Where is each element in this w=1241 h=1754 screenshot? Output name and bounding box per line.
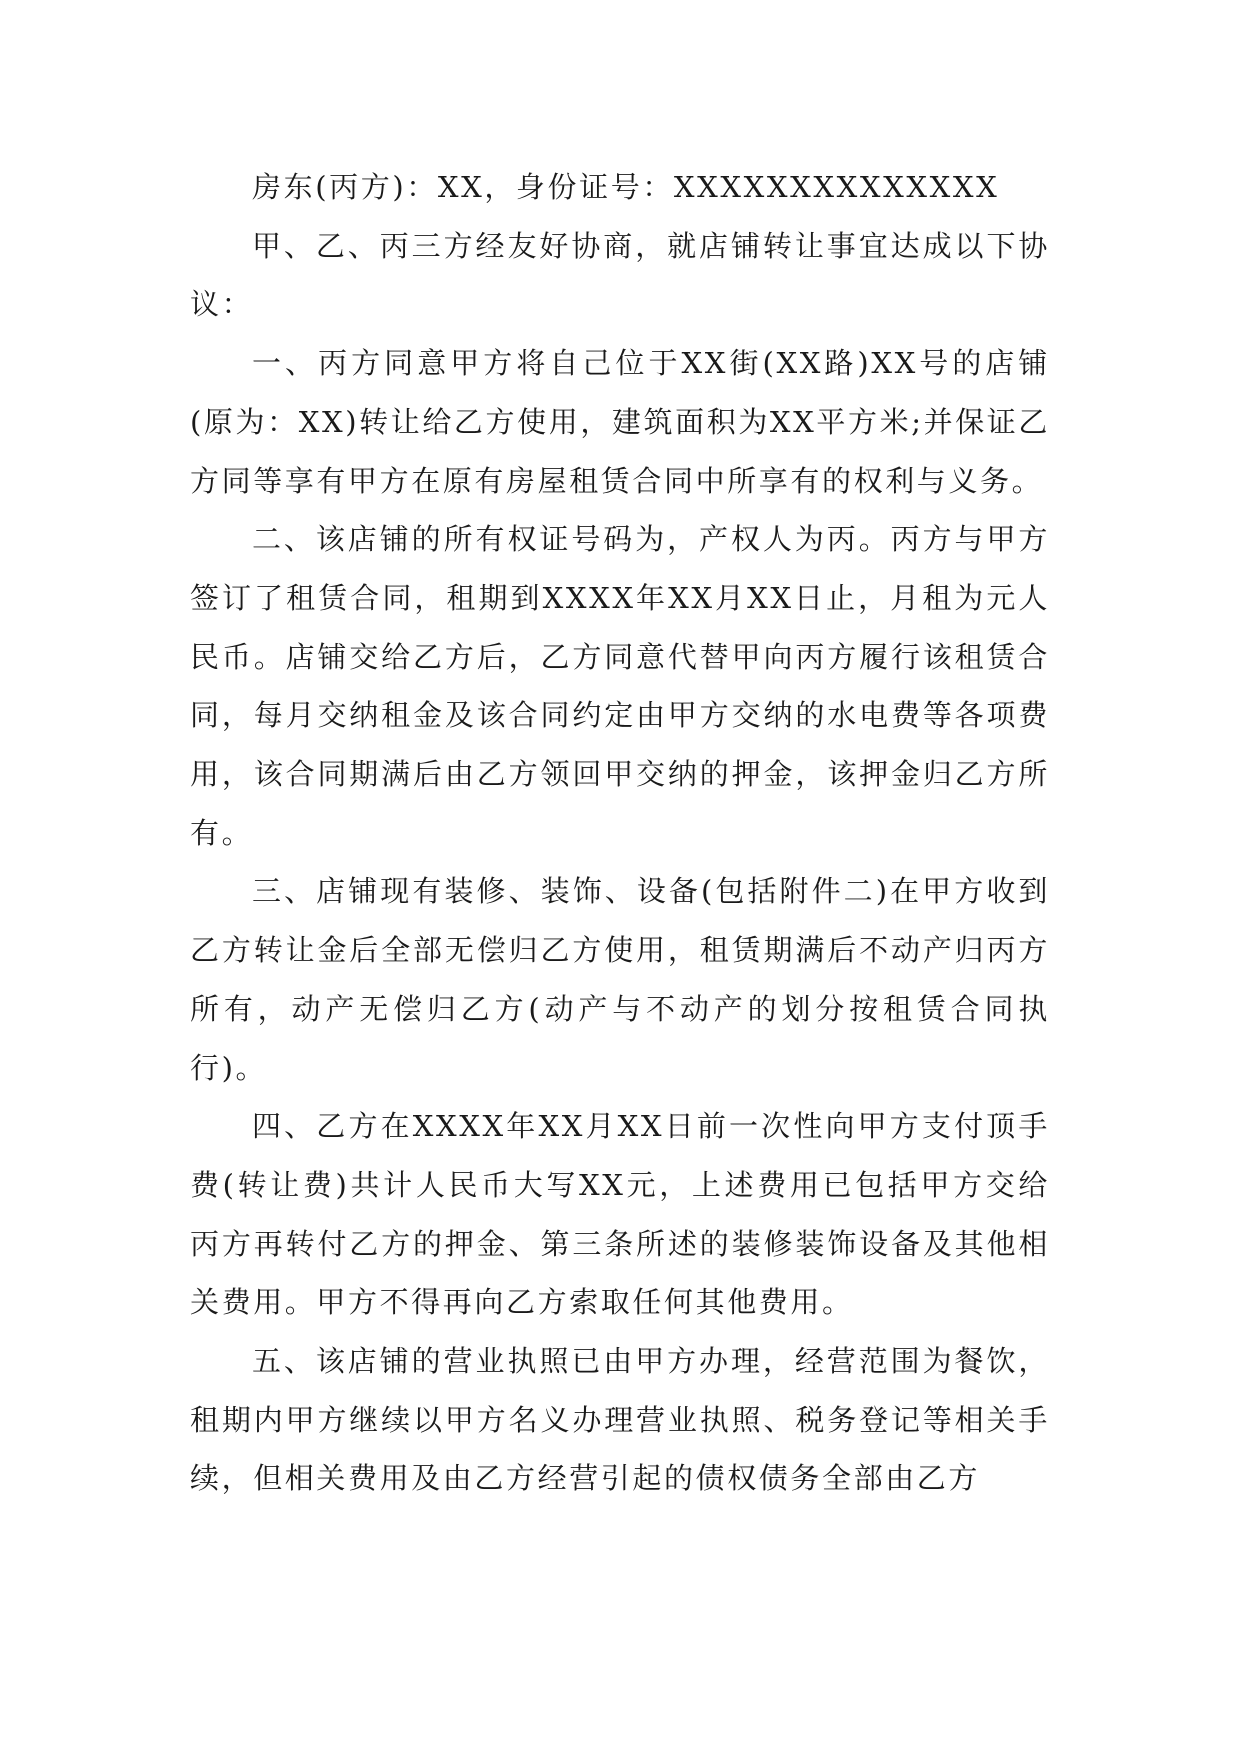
paragraph-clause-1: 一、丙方同意甲方将自己位于XX街(XX路)XX号的店铺(原为：XX)转让给乙方使用，建筑面积为XX平方米;并保证乙方同等享有甲方在原有房屋租赁合同中所享有的权利与义务。	[190, 346, 1050, 498]
paragraph-clause-2: 二、该店铺的所有权证号码为，产权人为丙。丙方与甲方签订了租赁合同，租期到XXXX年XX月XX日止，月租为元人民币。店铺交给乙方后，乙方同意代替甲向丙方履行该租赁合同，每月交纳租金及该合同约定由甲方交纳的水电费等各项费用，该合同期满后由乙方领回甲交纳的押金，该押金归乙方所有。	[190, 522, 1050, 850]
paragraph-clause-4: 四、乙方在XXXX年XX月XX日前一次性向甲方支付顶手费(转让费)共计人民币大写XX元，上述费用已包括甲方交给丙方再转付乙方的押金、第三条所述的装修装饰设备及其他相关费用。甲方不得再向乙方索取任何其他费用。	[190, 1109, 1050, 1320]
document-body	[190, 158, 1050, 1508]
paragraph-landlord-info: 房东(丙方)：XX，身份证号：XXXXXXXXXXXXXX	[252, 170, 1000, 204]
paragraph-clause-3: 三、店铺现有装修、装饰、设备(包括附件二)在甲方收到乙方转让金后全部无偿归乙方使用，租赁期满后不动产归丙方所有，动产无偿归乙方(动产与不动产的划分按租赁合同执行)。	[190, 874, 1050, 1085]
paragraph-agreement-intro: 甲、乙、丙三方经友好协商，就店铺转让事宜达成以下协议：	[190, 228, 1050, 322]
paragraph-clause-5: 五、该店铺的营业执照已由甲方办理，经营范围为餐饮，租期内甲方继续以甲方名义办理营业执照、税务登记等相关手续，但相关费用及由乙方经营引起的债权债务全部由乙方	[190, 1344, 1050, 1496]
